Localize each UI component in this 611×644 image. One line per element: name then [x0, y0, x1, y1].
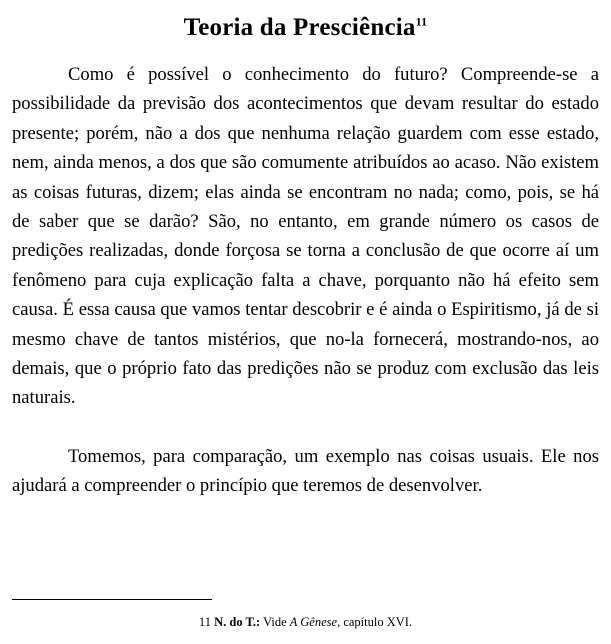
paragraph-1: Como é possível o conhecimento do futuro? Compreende-se a possibilidade da previsão dos acontecimentos que devam resultar do estado presente; porém, não a dos que nenhuma relação guardem com esse estado, nem, ainda menos, a dos que são comumente atribuídos ao acaso. Não existem as coisas futuras, dizem; elas ainda se encontram no nada; como, pois, se há de saber que se darão? São, no entanto, em grande número os casos de predições realizadas, donde forçosa se torna a conclusão de que ocorre aí um fenômeno para cuja explicação falta a chave, porquanto não há efeito sem causa. É essa causa que vamos tentar descobrir e é ainda o Espiritismo, já de si mesmo chave de tantos mistérios, que no-la fornecerá, mostrando-nos, ao demais, que o próprio fato das predições não se produz com exclusão das leis naturais. [12, 64, 599, 409]
footnote [0, 615, 611, 630]
paragraph-2: Tomemos, para comparação, um exemplo nas coisas usuais. Ele nos ajudará a compreender o princípio que teremos de desenvolver. [12, 445, 599, 497]
footnote-text-after: , capítulo XVI. [337, 615, 413, 629]
page-title [12, 14, 599, 42]
footnote-text-before: Vide [260, 615, 290, 629]
footnote-number: 11 [198, 615, 211, 629]
footnote-abbreviation: N. do T.: [214, 615, 261, 629]
page-title-text: Teoria da Presciência [183, 14, 416, 41]
footnote-work-title: A Gênese [289, 615, 338, 629]
body-text [12, 60, 599, 501]
document-page [0, 14, 611, 644]
footnote-reference-marker: 11 [415, 14, 428, 29]
footnote-separator-rule [12, 599, 212, 600]
